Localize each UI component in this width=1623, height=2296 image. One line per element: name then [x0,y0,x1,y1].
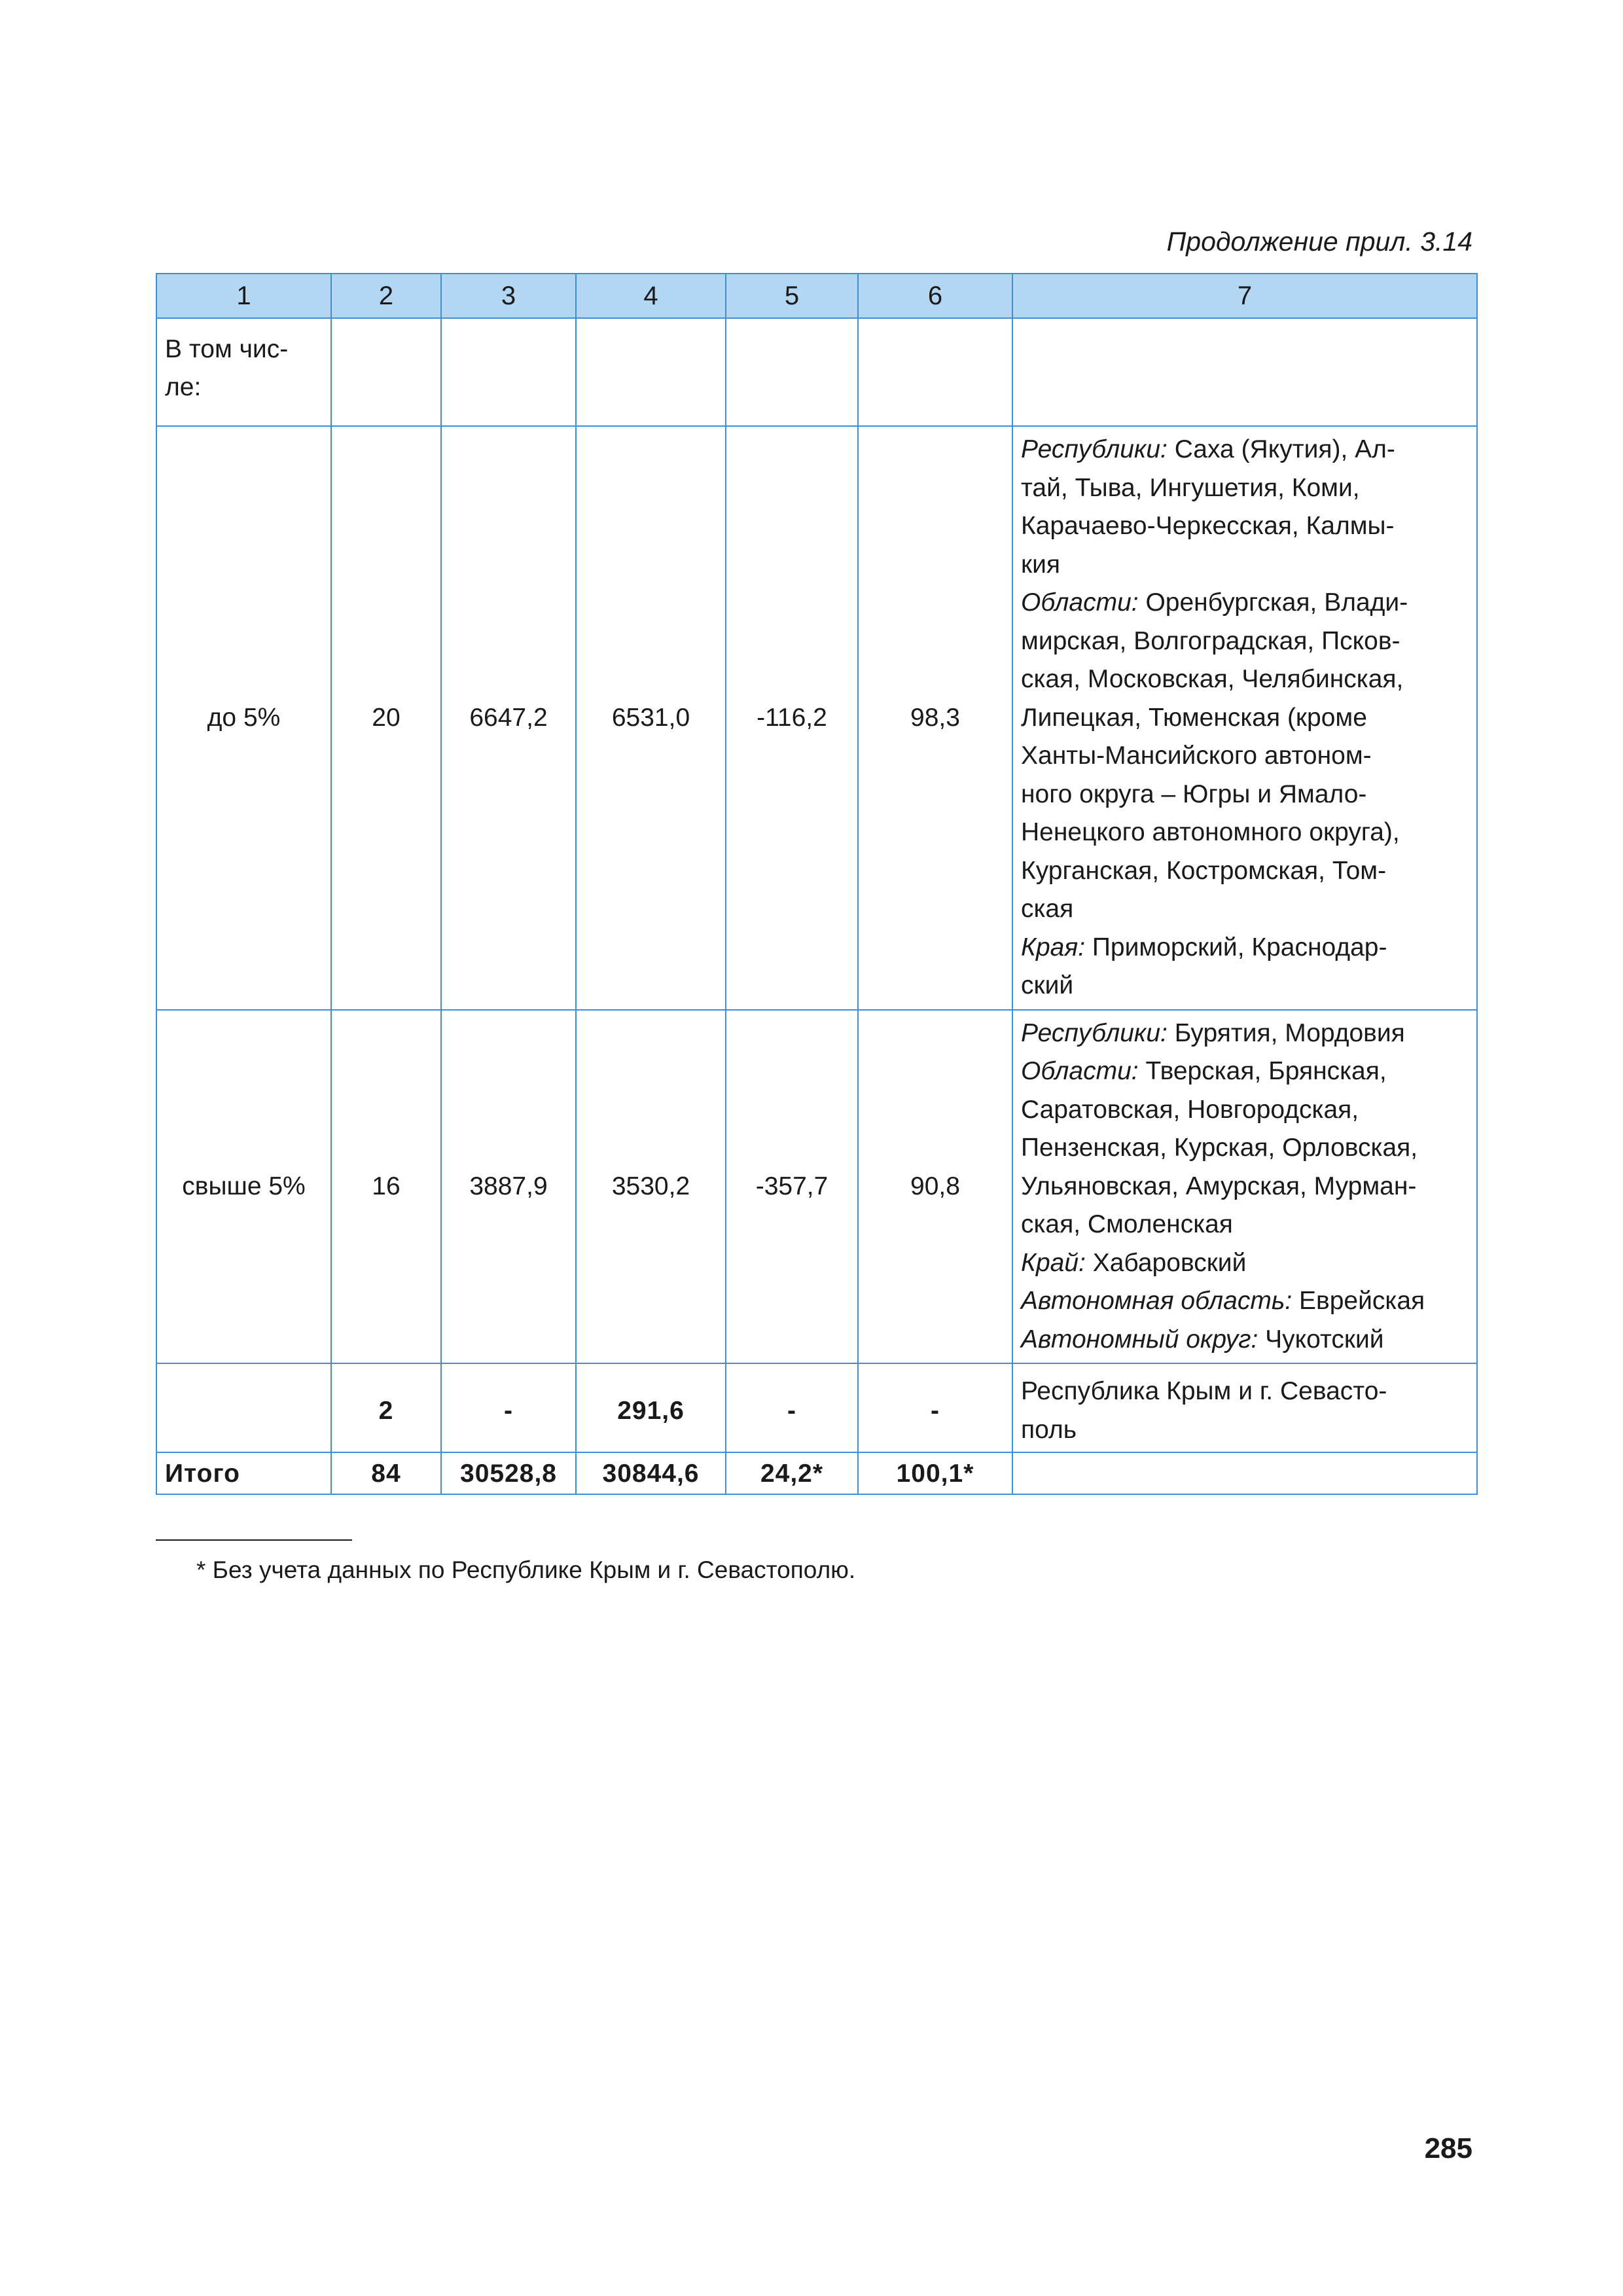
region-group: Автономная область: Еврейская [1021,1287,1425,1315]
column-header: 6 [858,274,1012,318]
regions-list [1012,1452,1477,1494]
cell-col6: 90,8 [858,1010,1012,1364]
cell-count: 16 [331,1010,441,1364]
row-label: до 5% [156,426,331,1010]
column-header: 4 [576,274,726,318]
table-row-intro [156,318,1477,426]
region-group: Край: Хабаровский [1021,1248,1247,1277]
region-group: Области: Оренбургская, Влади- мирская, Волгоградская, Псков- ская, Московская, Челябинская, Липецкая, Тюменская (кроме Ханты-Мансийского автоном- ного округа – Югры и Ямало- Ненецкого автономного округа), Курганская, Костромская, Том- ская [1021,588,1408,923]
footnote-divider [156,1539,352,1541]
cell-col5: - [726,1363,858,1452]
cell-col6: 98,3 [858,426,1012,1010]
regions-list [1012,1010,1477,1364]
cell-col3: 6647,2 [441,426,576,1010]
cell-col4: 291,6 [576,1363,726,1452]
region-group: Республики: Бурятия, Мордовия [1021,1018,1405,1047]
row-label [156,1363,331,1452]
table-row-upto-5 [156,426,1477,1010]
cell-col3: - [441,1363,576,1452]
cell-col4: 6531,0 [576,426,726,1010]
page-number: 285 [1424,2132,1472,2164]
cell-col4: 30844,6 [576,1452,726,1494]
table-continuation-caption: Продолжение прил. 3.14 [1166,226,1472,257]
regions-list: Республика Крым и г. Севасто- поль [1012,1363,1477,1452]
region-group: Области: Тверская, Брянская, Саратовская, Новгородская, Пензенская, Курская, Орловская, Ульяновская, Амурская, Мурман- ская, Смоленская [1021,1057,1418,1238]
table-row-over-5 [156,1010,1477,1364]
column-header: 2 [331,274,441,318]
regions-list [1012,426,1477,1010]
region-group: Республики: Саха (Якутия), Ал- тай, Тыва, Ингушетия, Коми, Карачаево-Черкесская, Калмы- кия [1021,435,1395,579]
table-row-crimea [156,1363,1477,1452]
column-header: 5 [726,274,858,318]
row-label: В том чис- ле: [156,318,331,426]
cell-col6: - [858,1363,1012,1452]
column-header: 3 [441,274,576,318]
cell-count: 2 [331,1363,441,1452]
region-group: Автономный округ: Чукотский [1021,1325,1384,1354]
row-label: Итого [156,1452,331,1494]
column-header: 1 [156,274,331,318]
row-label: свыше 5% [156,1010,331,1364]
column-header: 7 [1012,274,1477,318]
regions-table [156,273,1478,1495]
cell-col4: 3530,2 [576,1010,726,1364]
cell-count: 84 [331,1452,441,1494]
table-row-total [156,1452,1477,1494]
table-header-row [156,274,1477,318]
cell-col5: 24,2* [726,1452,858,1494]
region-group: Края: Приморский, Краснодар- ский [1021,933,1387,999]
cell-col5: -116,2 [726,426,858,1010]
footnote: * Без учета данных по Республике Крым и г. Севастополю. [196,1556,856,1583]
cell-col6: 100,1* [858,1452,1012,1494]
cell-col3: 30528,8 [441,1452,576,1494]
cell-col3: 3887,9 [441,1010,576,1364]
cell-col5: -357,7 [726,1010,858,1364]
cell-count: 20 [331,426,441,1010]
